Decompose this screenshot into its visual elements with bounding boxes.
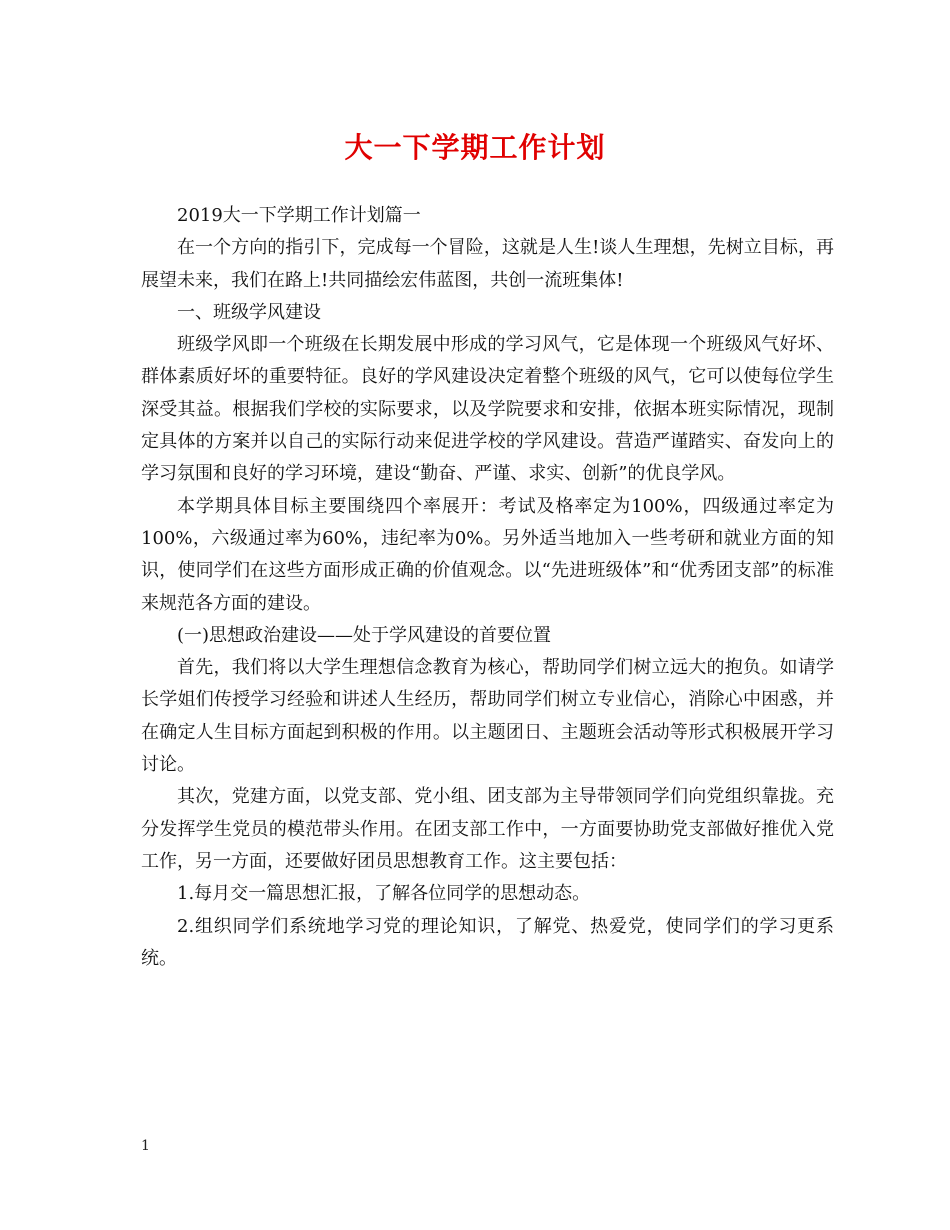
- page-number: 1: [141, 1138, 150, 1154]
- paragraph-study-style: 班级学风即一个班级在长期发展中形成的学习风气，它是体现一个班级风气好坏、群体素质好坏的重要特征。良好的学风建设决定着整个班级的风气，它可以使每位学生深受其益。根据我们学校的实际要求，以及学院要求和安排，依据本班实际情况，现制定具体的方案并以自己的实际行动来促进学校的学风建设。营造严谨踏实、奋发向上的学习氛围和良好的学习环境，建设“勤奋、严谨、求实、创新”的优良学风。: [141, 334, 834, 485]
- paragraph-subtitle: 2019大一下学期工作计划篇一: [177, 205, 421, 226]
- list-item-2: 2.组织同学们系统地学习党的理论知识，了解党、热爱党，使同学们的学习更系统。: [141, 915, 834, 969]
- paragraph-intro: 在一个方向的指引下，完成每一个冒险，这就是人生!谈人生理想，先树立目标，再展望未来，我们在路上!共同描绘宏伟蓝图，共创一流班集体!: [141, 237, 834, 291]
- subsection-heading-1: (一)思想政治建设——处于学风建设的首要位置: [177, 624, 552, 646]
- paragraph-second: 其次，党建方面，以党支部、党小组、团支部为主导带领同学们向党组织靠拢。充分发挥学生党员的模范带头作用。在团支部工作中，一方面要协助党支部做好推优入党工作，另一方面，还要做好团员思想教育工作。这主要包括：: [141, 786, 834, 872]
- paragraph-targets: 本学期具体目标主要围绕四个率展开：考试及格率定为100%，四级通过率定为100%，六级通过率为60%，违纪率为0%。另外适当地加入一些考研和就业方面的知识，使同学们在这些方面形成正确的价值观念。以“先进班级体”和“优秀团支部”的标准来规范各方面的建设。: [141, 495, 834, 614]
- section-heading-1: 一、班级学风建设: [177, 301, 321, 323]
- document-title: 大一下学期工作计划: [344, 131, 606, 164]
- list-item-1: 1.每月交一篇思想汇报，了解各位同学的思想动态。: [177, 883, 591, 905]
- document-body: [141, 200, 834, 975]
- paragraph-first: 首先，我们将以大学生理想信念教育为核心，帮助同学们树立远大的抱负。如请学长学姐们传授学习经验和讲述人生经历，帮助同学们树立专业信心，消除心中困惑，并在确定人生目标方面起到积极的作用。以主题团日、主题班会活动等形式积极展开学习讨论。: [141, 657, 834, 776]
